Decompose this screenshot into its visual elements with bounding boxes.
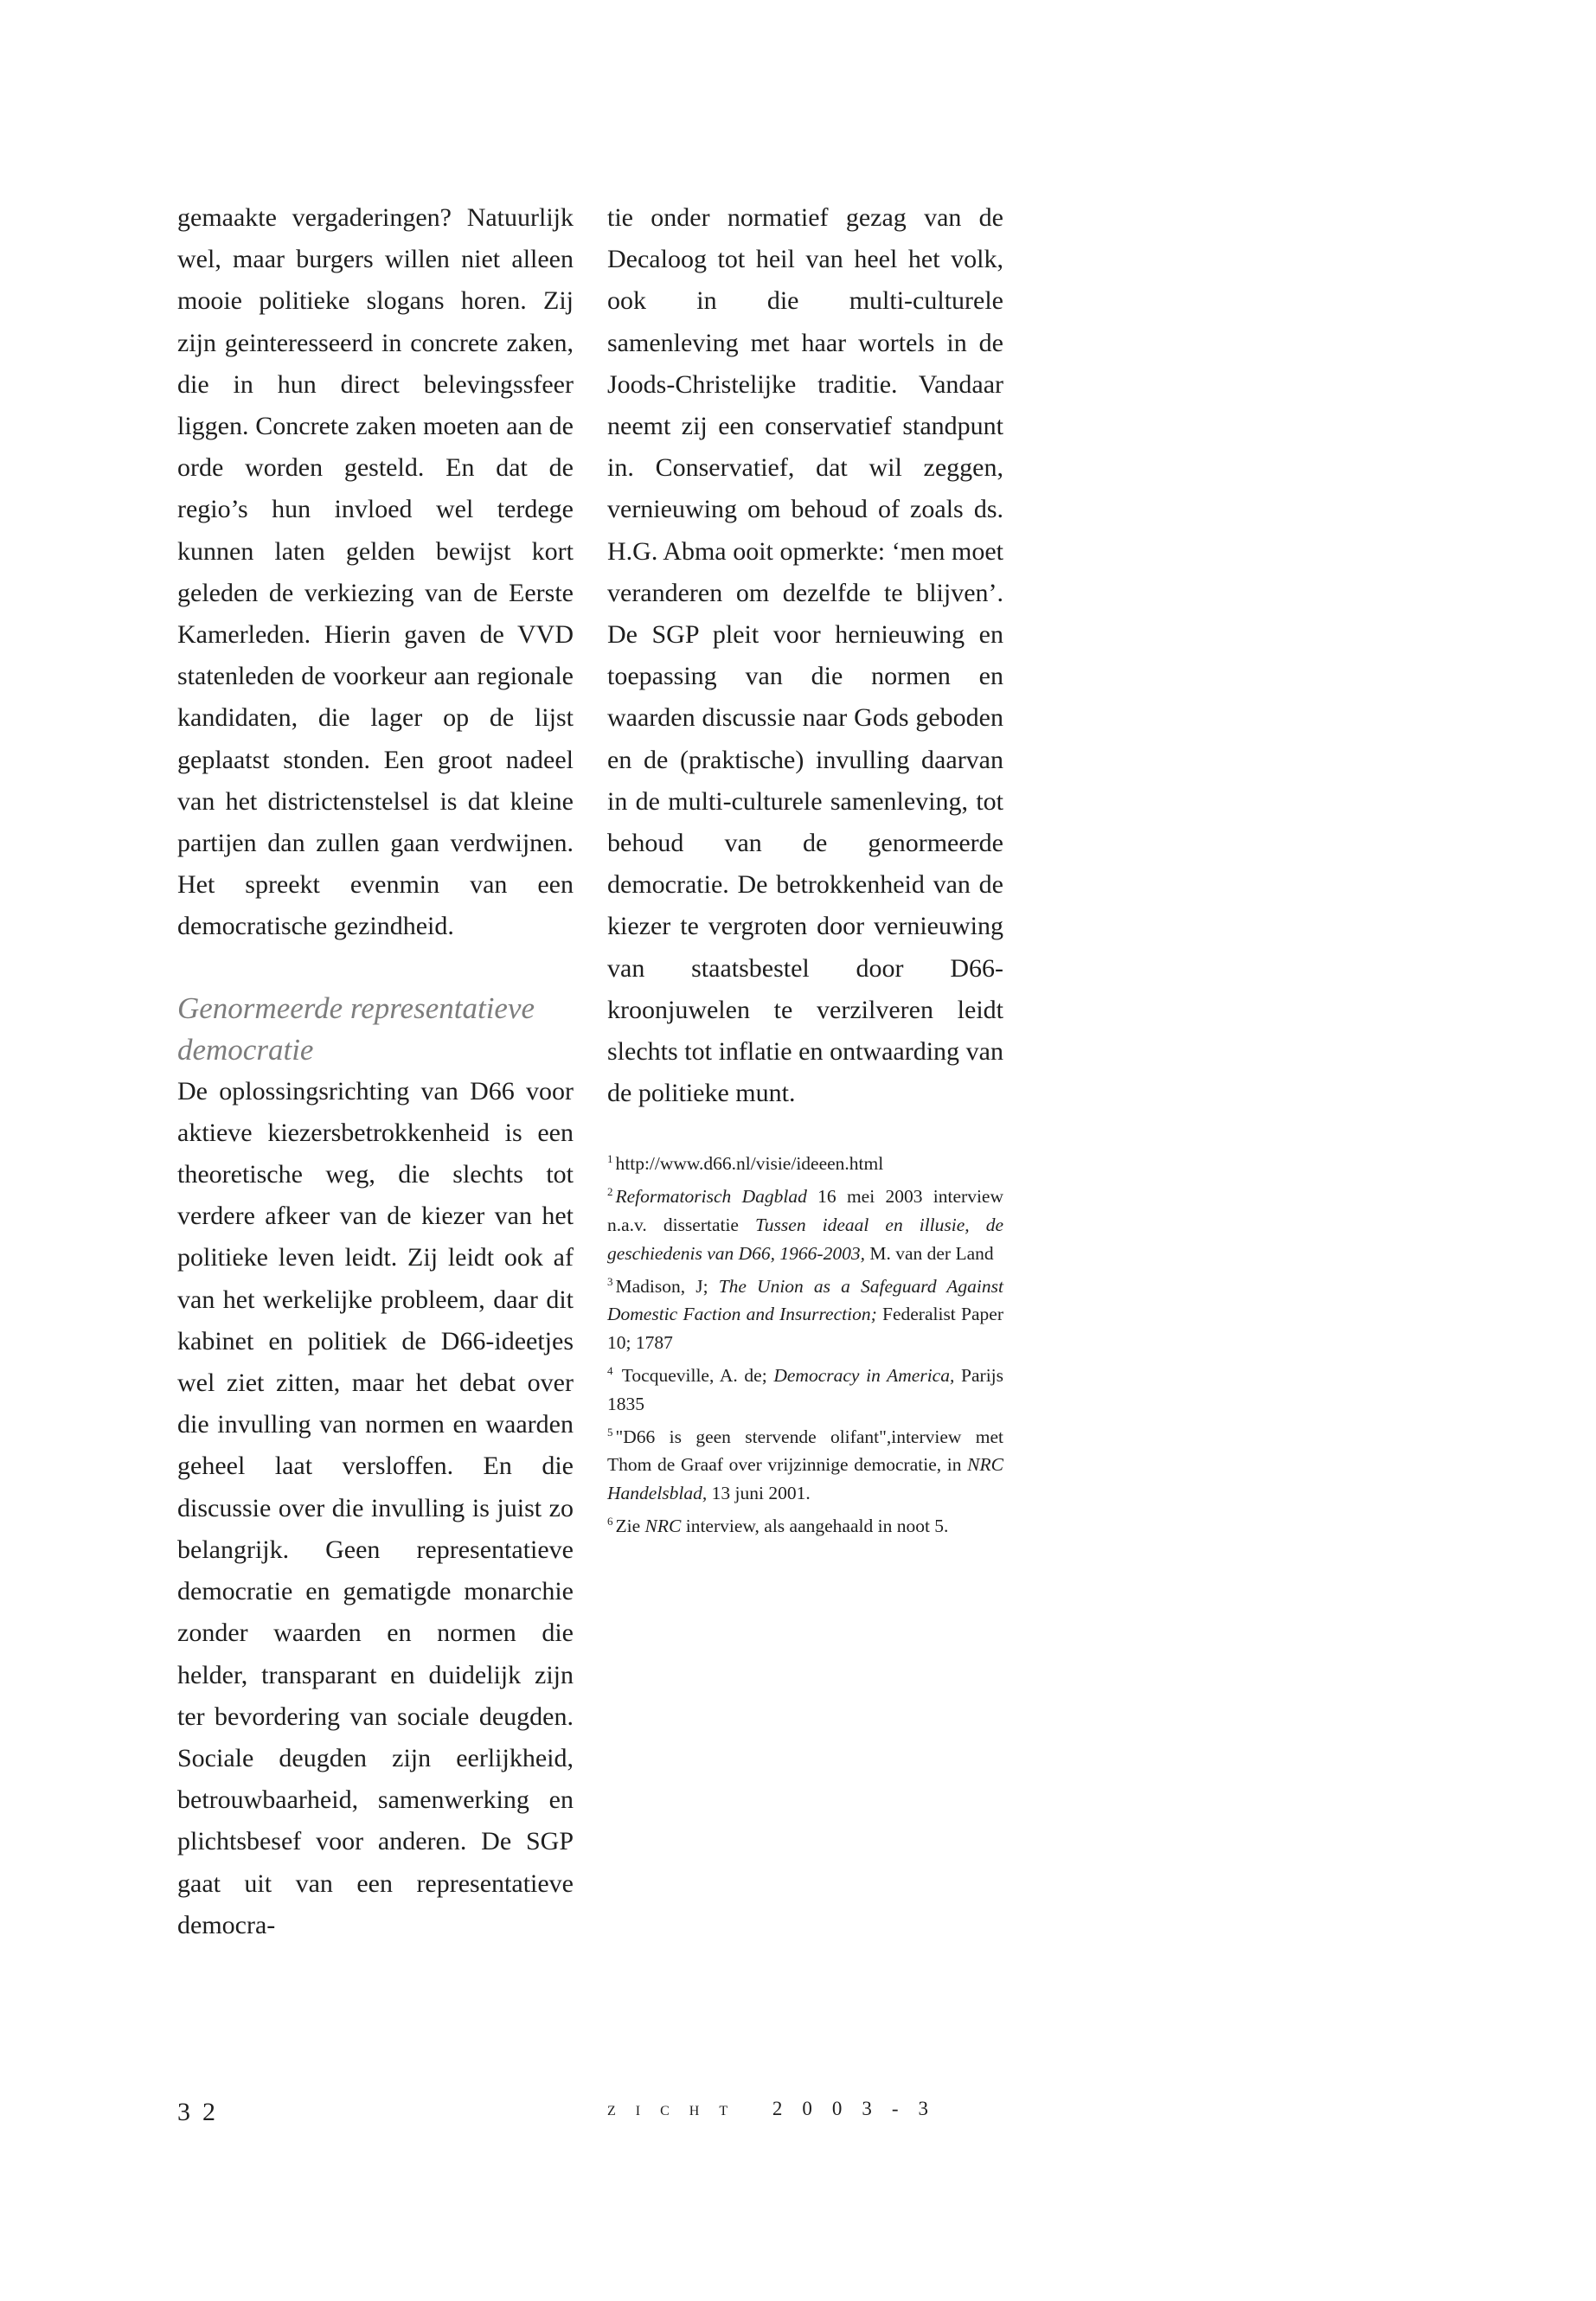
footnote-text: 13 juni 2001. [707,1483,811,1504]
footnote-text: "D66 is geen stervende olifant",interview met Thom de Graaf over vrijzinnige democratie, in [607,1426,1003,1476]
footnote-4 [607,1357,1003,1419]
footnote-link[interactable]: http://www.d66.nl/visie/ideeen.html [615,1153,884,1175]
footnote-text: 16 mei 2003 interview n.a.v. dissertatie [607,1186,1003,1236]
footnote-number: 3 [607,1274,613,1288]
footnote-title: The Union as a Safeguard Against Domestic Faction and Insurrection; [607,1275,1003,1325]
footnote-text: interview, als aangehaald in noot 5. [681,1516,949,1537]
footnote-source: Reformatorisch Dagblad [615,1186,807,1208]
page-number: 32 [177,2098,228,2126]
footnote-text: Madison, J; [615,1275,719,1297]
body-paragraph: gemaakte vergaderingen? Natuurlijk wel, maar burgers willen niet alleen mooie politieke slogans horen. Zij zijn geinteresseerd in concrete zaken, die in hun direct belevingssfeer liggen. Concrete zaken moeten aan de orde worden gesteld. En dat de regio’s hun invloed wel terdege kunnen laten gelden bewijst kort geleden de verkiezing van de Eerste Kamerleden. Hierin gaven de VVD statenleden de voorkeur aan regionale kandidaten, die lager op de lijst geplaatst stonden. Een groot nadeel van het districtenstelsel is dat kleine partijen dan zullen gaan verdwijnen. Het spreekt evenmin van een democratische gezindheid. [177,203,574,941]
footnote-1 [607,1145,1003,1178]
footnote-2 [607,1178,1003,1267]
footnote-number: 4 [607,1364,613,1378]
footnotes [607,1145,1003,1540]
footnote-title: Tussen ideaal en illusie, de geschiedenis van D66, 1966-2003, [607,1215,1003,1264]
footnote-text: Zie [615,1516,645,1537]
footnote-source: NRC Handelsblad, [607,1454,1003,1504]
body-paragraph: tie onder normatief gezag van de Decaloog tot heil van heel het volk, ook in die multi-culturele samenleving met haar wortels in de Joods-Christelijke traditie. Vandaar neemt zij een conservatief standpunt in. Conservatief, dat wil zeggen, vernieuwing om behoud of zoals ds. H.G. Abma ooit opmerkte: ‘men moet veranderen om dezelfde te blijven’. De SGP pleit voor hernieuwing en toepassing van die normen en waarden discussie naar Gods geboden en de (praktische) invulling daarvan in de multi-culturele samenleving, tot behoud van de genormeerde democratie. De betrokkenheid van de kiezer te vergroten door vernieuwing van staatsbestel door D66-kroonjuwelen te verzilveren leidt slechts tot inflatie en ontwaarding van de politieke munt. [607,203,1003,1108]
right-column [607,197,1003,1541]
body-paragraph: De oplossingsrichting van D66 voor aktieve kiezersbetrokkenheid is een theoretische weg, die slechts tot verdere afkeer van de kiezer van het politieke leven leidt. Zij leidt ook af van het werkelijke probleem, daar dit kabinet en politiek de D66-ideetjes wel ziet zitten, maar het debat over die invulling van normen en waarden geheel laat versloffen. En die discussie over die invulling is juist zo belangrijk. Geen representatieve democratie en gematigde monarchie zonder waarden en normen die helder, transparant en duidelijk zijn ter bevordering van sociale deugden. Sociale deugden zijn eerlijkheid, betrouwbaarheid, samenwerking en plichtsbesef voor anderen. De SGP gaat uit van een representatieve democra- [177,1076,574,1939]
footnote-6 [607,1508,1003,1541]
footnote-text: Tocqueville, A. de; [615,1365,774,1387]
footnote-title: Democracy in America, [773,1365,955,1387]
footnote-number: 6 [607,1515,613,1529]
footnote-text: M. van der Land [864,1242,994,1264]
footnote-text: Parijs 1835 [607,1365,1004,1414]
running-head: zicht 2003-3 [607,2098,949,2119]
section-heading: Genormeerde representatieve democratie [177,990,535,1067]
footnote-5 [607,1419,1003,1508]
left-column [177,197,574,1946]
footnote-number: 1 [607,1152,613,1166]
footnote-3 [607,1268,1003,1357]
footnote-number: 2 [607,1185,613,1199]
footnote-number: 5 [607,1425,613,1439]
footnote-text: Federalist Paper 10; 1787 [607,1304,1003,1354]
footnote-source: NRC [644,1516,682,1537]
